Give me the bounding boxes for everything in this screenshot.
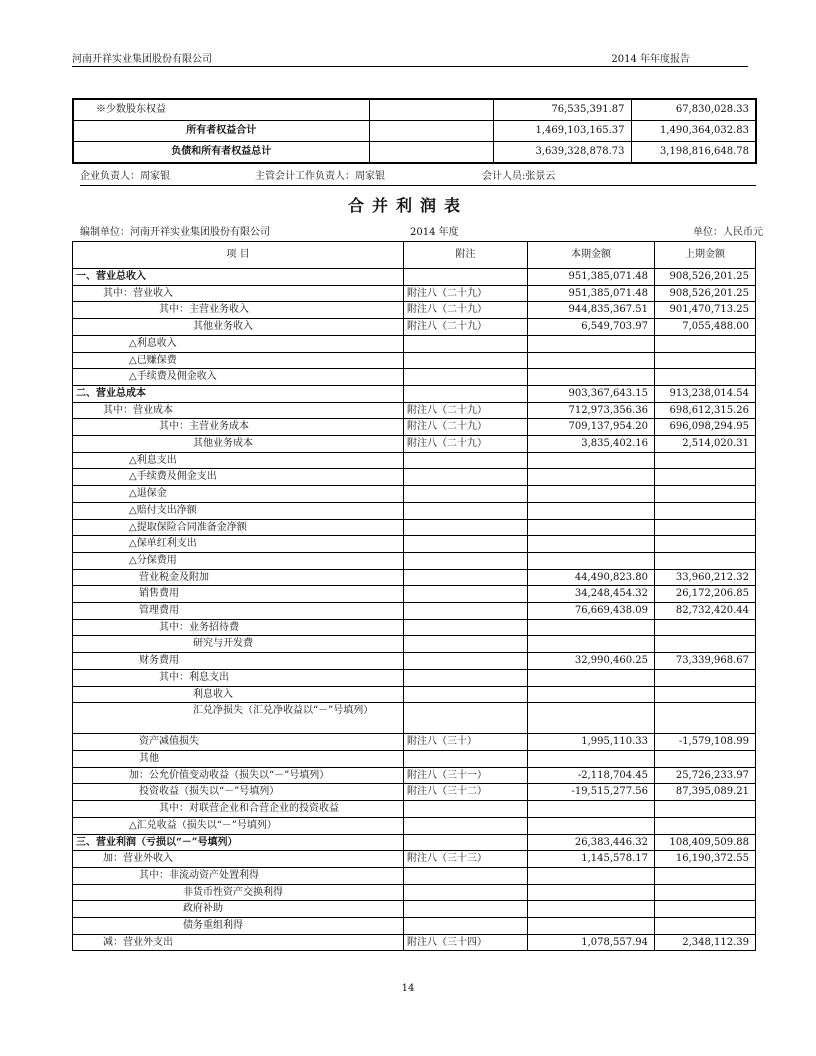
row-item: 其中：营业成本 xyxy=(73,402,404,419)
row-item: △退保金 xyxy=(73,486,404,503)
table-row xyxy=(73,552,756,569)
table-row xyxy=(73,385,756,402)
row-current: -19,515,277.56 xyxy=(528,784,655,801)
row-prior xyxy=(655,703,756,734)
row-current: 1,145,578.17 xyxy=(528,851,655,868)
row-note xyxy=(404,867,528,884)
row-current: 34,248,454.32 xyxy=(528,586,655,603)
row-item: 汇兑净损失（汇兑净收益以“－”号填列） xyxy=(73,703,404,734)
row-item: 二、营业总成本 xyxy=(73,385,404,402)
table-row xyxy=(73,335,756,352)
row-current: -2,118,704.45 xyxy=(528,767,655,784)
row-item: 其他业务收入 xyxy=(73,319,404,336)
row-note xyxy=(404,636,528,653)
row-note xyxy=(404,603,528,620)
table-header-row xyxy=(73,242,756,269)
row-item: 三、营业利润（亏损以“－”号填列） xyxy=(73,834,404,851)
row-item: △手续费及佣金收入 xyxy=(73,369,404,386)
row-note xyxy=(404,536,528,553)
row-prior: 108,409,509.88 xyxy=(655,834,756,851)
balance-sheet-carryover-table xyxy=(72,98,757,164)
table-row xyxy=(73,269,756,286)
row-item: 销售费用 xyxy=(73,586,404,603)
row-current xyxy=(528,552,655,569)
table-row xyxy=(73,801,756,818)
row-item: 加：公允价值变动收益（损失以“－”号填列） xyxy=(73,767,404,784)
row-current: 1,078,557.94 xyxy=(528,934,655,951)
row-item: 债务重组利得 xyxy=(73,918,404,935)
row-item: △利息收入 xyxy=(73,335,404,352)
table-row xyxy=(73,767,756,784)
row-prior: 908,526,201.25 xyxy=(655,269,756,286)
row-note: 附注八（二十九） xyxy=(404,436,528,453)
row-item: △汇兑收益（损失以“－”号填列） xyxy=(73,817,404,834)
row-current xyxy=(528,817,655,834)
row-current xyxy=(528,867,655,884)
row-current: 1,995,110.33 xyxy=(528,734,655,751)
row-note: 附注八（二十九） xyxy=(404,402,528,419)
table-row xyxy=(73,519,756,536)
table-row xyxy=(73,302,756,319)
page-number: 14 xyxy=(401,983,415,994)
row-current: 32,990,460.25 xyxy=(528,653,655,670)
table-row xyxy=(73,750,756,767)
row-current: 76,669,438.09 xyxy=(528,603,655,620)
carryover-label: 负债和所有者权益总计 xyxy=(73,142,369,164)
row-note xyxy=(404,569,528,586)
row-prior xyxy=(655,552,756,569)
row-note: 附注八（三十一） xyxy=(404,767,528,784)
column-header-prior: 上期金额 xyxy=(655,242,756,269)
row-prior xyxy=(655,352,756,369)
carryover-note xyxy=(369,99,493,121)
row-current xyxy=(528,369,655,386)
row-note: 附注八（二十九） xyxy=(404,319,528,336)
carryover-note xyxy=(369,121,493,142)
row-current xyxy=(528,884,655,901)
row-current: 944,835,367.51 xyxy=(528,302,655,319)
row-item: 其中：业务招待费 xyxy=(73,619,404,636)
row-note xyxy=(404,884,528,901)
row-current: 951,385,071.48 xyxy=(528,285,655,302)
row-note xyxy=(404,686,528,703)
table-row xyxy=(73,619,756,636)
row-current xyxy=(528,536,655,553)
column-header-note: 附注 xyxy=(404,242,528,269)
carryover-prior: 3,198,816,648.78 xyxy=(631,142,756,164)
row-item: △提取保险合同准备金净额 xyxy=(73,519,404,536)
row-note xyxy=(404,469,528,486)
table-row xyxy=(73,285,756,302)
row-current xyxy=(528,686,655,703)
carryover-row xyxy=(73,142,756,164)
row-prior: 16,190,372.55 xyxy=(655,851,756,868)
row-current xyxy=(528,918,655,935)
table-row xyxy=(73,703,756,734)
row-prior: 87,395,089.21 xyxy=(655,784,756,801)
currency-unit: 单位：人民币元 xyxy=(693,227,763,238)
row-note xyxy=(404,486,528,503)
carryover-row xyxy=(73,121,756,142)
row-prior xyxy=(655,918,756,935)
carryover-label: ※少数股东权益 xyxy=(73,99,369,121)
row-note xyxy=(404,619,528,636)
row-prior: 82,732,420.44 xyxy=(655,603,756,620)
row-note xyxy=(404,369,528,386)
column-header-current: 本期金额 xyxy=(528,242,655,269)
table-row xyxy=(73,918,756,935)
header-company: 河南开祥实业集团股份有限公司 xyxy=(72,54,212,65)
row-current xyxy=(528,469,655,486)
table-row xyxy=(73,834,756,851)
row-prior xyxy=(655,686,756,703)
statement-title: 合并利润表 xyxy=(347,196,468,215)
table-row xyxy=(73,884,756,901)
table-row xyxy=(73,436,756,453)
row-item: 营业税金及附加 xyxy=(73,569,404,586)
row-item: 其他 xyxy=(73,750,404,767)
row-current: 3,835,402.16 xyxy=(528,436,655,453)
row-current xyxy=(528,519,655,536)
row-note xyxy=(404,269,528,286)
row-prior xyxy=(655,369,756,386)
row-item: 利息收入 xyxy=(73,686,404,703)
row-prior xyxy=(655,335,756,352)
row-note xyxy=(404,750,528,767)
table-row xyxy=(73,452,756,469)
row-prior xyxy=(655,817,756,834)
row-item: 研究与开发费 xyxy=(73,636,404,653)
carryover-label: 所有者权益合计 xyxy=(73,121,369,142)
row-prior: 33,960,212.32 xyxy=(655,569,756,586)
table-row xyxy=(73,653,756,670)
row-prior: -1,579,108.99 xyxy=(655,734,756,751)
row-item: 其中：利息支出 xyxy=(73,669,404,686)
row-prior: 908,526,201.25 xyxy=(655,285,756,302)
row-item: 非货币性资产交换利得 xyxy=(73,884,404,901)
table-row xyxy=(73,419,756,436)
table-row xyxy=(73,934,756,951)
row-note: 附注八（三十） xyxy=(404,734,528,751)
period: 2014 年度 xyxy=(410,227,459,238)
row-prior: 901,470,713.25 xyxy=(655,302,756,319)
row-prior xyxy=(655,884,756,901)
row-prior: 2,348,112.39 xyxy=(655,934,756,951)
row-prior xyxy=(655,536,756,553)
table-row xyxy=(73,586,756,603)
row-item: △保单红利支出 xyxy=(73,536,404,553)
row-current xyxy=(528,452,655,469)
row-prior xyxy=(655,486,756,503)
row-item: 其中：非流动资产处置利得 xyxy=(73,867,404,884)
row-prior xyxy=(655,619,756,636)
row-note xyxy=(404,703,528,734)
row-note xyxy=(404,586,528,603)
row-prior xyxy=(655,636,756,653)
carryover-prior: 1,490,364,032.83 xyxy=(631,121,756,142)
table-row xyxy=(73,369,756,386)
row-item: 资产减值损失 xyxy=(73,734,404,751)
row-item: △手续费及佣金支出 xyxy=(73,469,404,486)
row-current xyxy=(528,669,655,686)
row-prior xyxy=(655,669,756,686)
row-note xyxy=(404,834,528,851)
row-note xyxy=(404,352,528,369)
row-current xyxy=(528,486,655,503)
row-note: 附注八（三十二） xyxy=(404,784,528,801)
carryover-prior: 67,830,028.33 xyxy=(631,99,756,121)
row-current xyxy=(528,636,655,653)
compiler: 编制单位：河南开祥实业集团股份有限公司 xyxy=(80,227,270,238)
legal-representative: 企业负责人：周家银 xyxy=(80,171,170,182)
row-note xyxy=(404,901,528,918)
row-item: △已赚保费 xyxy=(73,352,404,369)
row-prior xyxy=(655,519,756,536)
table-row xyxy=(73,817,756,834)
row-note: 附注八（二十九） xyxy=(404,302,528,319)
row-current: 712,973,356.36 xyxy=(528,402,655,419)
row-current xyxy=(528,619,655,636)
row-current xyxy=(528,901,655,918)
table-row xyxy=(73,402,756,419)
carryover-note xyxy=(369,142,493,164)
table-row xyxy=(73,669,756,686)
row-prior xyxy=(655,867,756,884)
table-row xyxy=(73,734,756,751)
table-row xyxy=(73,502,756,519)
signature-line xyxy=(80,167,756,186)
table-row xyxy=(73,536,756,553)
row-note xyxy=(404,817,528,834)
row-current xyxy=(528,352,655,369)
row-prior: 698,612,315.26 xyxy=(655,402,756,419)
row-item: 一、营业总收入 xyxy=(73,269,404,286)
row-item: 财务费用 xyxy=(73,653,404,670)
carryover-current: 76,535,391.87 xyxy=(493,99,631,121)
accountant: 会计人员:张景云 xyxy=(482,171,556,182)
row-item: 其中：主营业务成本 xyxy=(73,419,404,436)
row-prior: 26,172,206.85 xyxy=(655,586,756,603)
row-note xyxy=(404,918,528,935)
row-item: △赔付支出净额 xyxy=(73,502,404,519)
row-prior xyxy=(655,750,756,767)
carryover-current: 1,469,103,165.37 xyxy=(493,121,631,142)
row-current xyxy=(528,750,655,767)
row-current: 903,367,643.15 xyxy=(528,385,655,402)
row-note xyxy=(404,385,528,402)
row-item: 投资收益（损失以“－”号填列） xyxy=(73,784,404,801)
row-current xyxy=(528,801,655,818)
row-note: 附注八（二十九） xyxy=(404,419,528,436)
row-current: 709,137,954.20 xyxy=(528,419,655,436)
running-header xyxy=(72,50,748,67)
row-item: △利息支出 xyxy=(73,452,404,469)
row-prior: 2,514,020.31 xyxy=(655,436,756,453)
row-prior: 696,098,294.95 xyxy=(655,419,756,436)
row-prior xyxy=(655,469,756,486)
row-current xyxy=(528,502,655,519)
row-item: 政府补助 xyxy=(73,901,404,918)
row-current: 44,490,823.80 xyxy=(528,569,655,586)
row-prior: 73,339,968.67 xyxy=(655,653,756,670)
row-note: 附注八（二十九） xyxy=(404,285,528,302)
row-note: 附注八（三十四） xyxy=(404,934,528,951)
row-item: 其他业务成本 xyxy=(73,436,404,453)
row-item: 其中：对联营企业和合营企业的投资收益 xyxy=(73,801,404,818)
row-item: 加：营业外收入 xyxy=(73,851,404,868)
income-statement-table xyxy=(72,241,756,951)
row-note xyxy=(404,669,528,686)
row-prior xyxy=(655,901,756,918)
row-note xyxy=(404,452,528,469)
row-prior xyxy=(655,502,756,519)
row-item: 其中：营业收入 xyxy=(73,285,404,302)
table-row xyxy=(73,636,756,653)
row-prior xyxy=(655,801,756,818)
carryover-row xyxy=(73,99,756,121)
column-header-item: 项 目 xyxy=(73,242,404,269)
row-current: 6,549,703.97 xyxy=(528,319,655,336)
table-row xyxy=(73,352,756,369)
header-report-title: 2014 年年度报告 xyxy=(611,54,690,65)
table-row xyxy=(73,319,756,336)
row-note xyxy=(404,519,528,536)
row-item: 管理费用 xyxy=(73,603,404,620)
table-row xyxy=(73,486,756,503)
row-item: △分保费用 xyxy=(73,552,404,569)
unit-line xyxy=(80,223,780,237)
table-row xyxy=(73,603,756,620)
row-note: 附注八（三十三） xyxy=(404,851,528,868)
table-row xyxy=(73,851,756,868)
row-prior: 7,055,488.00 xyxy=(655,319,756,336)
row-item: 其中：主营业务收入 xyxy=(73,302,404,319)
row-current xyxy=(528,335,655,352)
row-current: 951,385,071.48 xyxy=(528,269,655,286)
row-note xyxy=(404,653,528,670)
row-note xyxy=(404,335,528,352)
row-item: 减：营业外支出 xyxy=(73,934,404,951)
row-note xyxy=(404,801,528,818)
row-prior: 913,238,014.54 xyxy=(655,385,756,402)
table-row xyxy=(73,867,756,884)
row-current xyxy=(528,703,655,734)
accounting-head: 主管会计工作负责人：周家银 xyxy=(255,171,385,182)
table-row xyxy=(73,569,756,586)
row-prior xyxy=(655,452,756,469)
table-row xyxy=(73,686,756,703)
row-current: 26,383,446.32 xyxy=(528,834,655,851)
row-note xyxy=(404,552,528,569)
table-row xyxy=(73,469,756,486)
row-prior: 25,726,233.97 xyxy=(655,767,756,784)
table-row xyxy=(73,784,756,801)
table-row xyxy=(73,901,756,918)
carryover-current: 3,639,328,878.73 xyxy=(493,142,631,164)
row-note xyxy=(404,502,528,519)
